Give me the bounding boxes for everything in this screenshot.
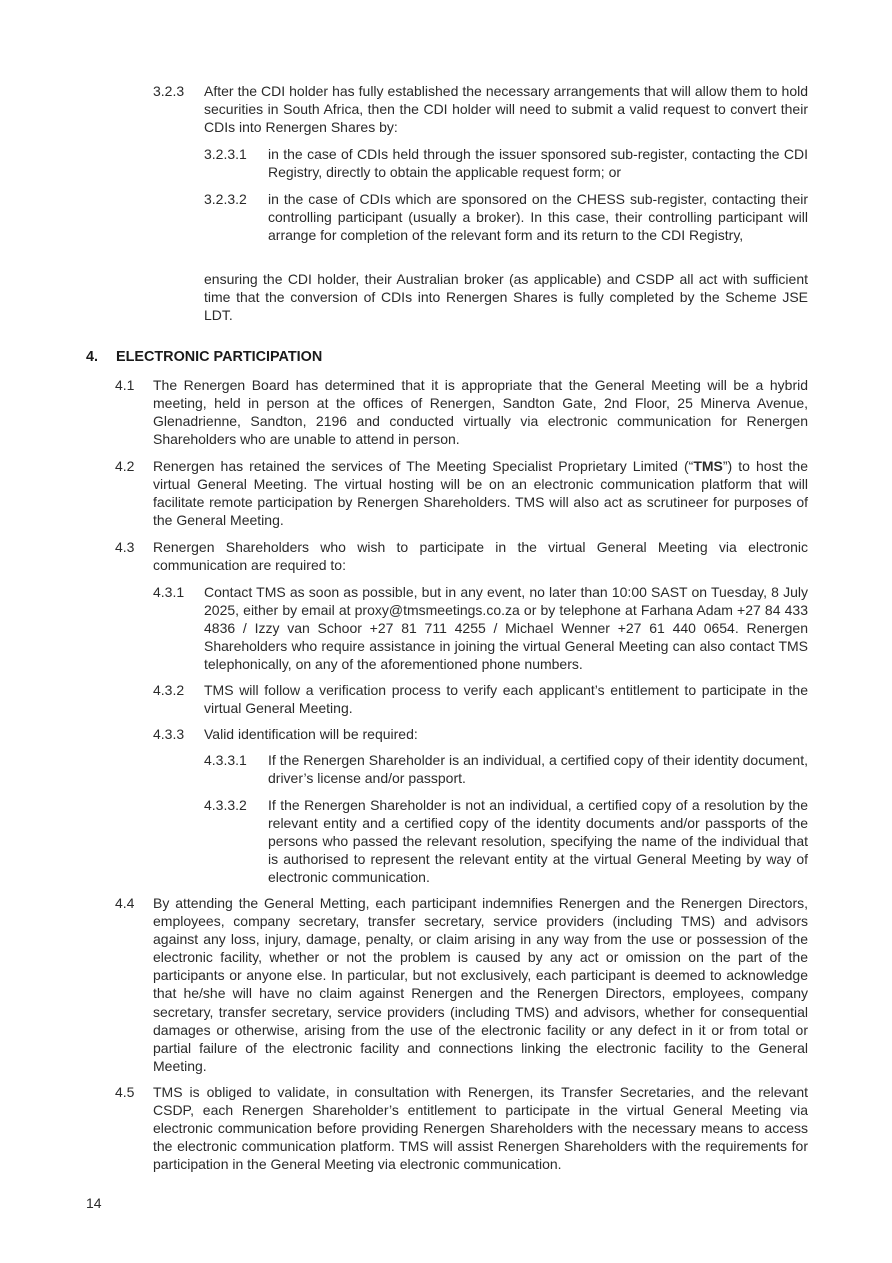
- clause-text: Contact TMS as soon as possible, but in any event, no later than 10:00 SAST on Tuesday, 8 July 2025, either by email at proxy@tmsmeetings.co.za or by telephone at Farhana Adam +27 84 433 4836 / Izzy van Schoor +27 81 711 4255 / Michael Wenner +27 61 440 0654. Renergen Shareholders who require assistance in joining the virtual General Meeting can also contact TMS telephonically, on any of the aforementioned phone numbers.: [204, 584, 808, 673]
- clause-number: 4.3.3.1: [204, 752, 247, 768]
- clause-text: in the case of CDIs which are sponsored on the CHESS sub-register, contacting their controlling participant (usually a broker). In this case, their controlling participant will arrange for completion of the relevant form and its return to the CDI Registry,: [268, 191, 808, 244]
- clause-number: 3.2.3: [153, 83, 185, 99]
- clause-text: in the case of CDIs held through the issuer sponsored sub-register, contacting the CDI Registry, directly to obtain the applicable request form; or: [268, 146, 808, 181]
- clause-text: By attending the General Metting, each participant indemnifies Renergen and the Renergen Directors, employees, company secretary, transfer secretary, service providers (including TMS) and advisors against any loss, injury, damage, penalty, or claim arising in any way from the use or possession of the electronic facility, whether or not the problem is caused by any act or omission on the part of the participants or anyone else. In particular, but not exclusively, each participant is deemed to acknowledge that he/she will have no claim against Renergen and the Renergen Directors, employees, company secretary, transfer secretary, service providers (including TMS) and advisors, whether for consequential damages or otherwise, arising from the use of the electronic facility or any defect in it or from total or partial failure of the electronic facility and connections linking the electronic facility to the General Meeting.: [153, 895, 808, 1074]
- clause-number: 3.2.3.2: [204, 191, 247, 207]
- clause-text: Valid identification will be required:: [204, 726, 418, 742]
- clause-text: TMS will follow a verification process to verify each applicant’s entitlement to participate in the virtual General Meeting.: [204, 682, 808, 717]
- clause-text-part: ”) to host the virtual General Meeting. The virtual hosting will be on an electronic communication platform that will facilitate remote participation by Renergen Shareholders. TMS will also act as scrutineer for purposes of the General Meeting.: [153, 458, 808, 529]
- page-number: 14: [86, 1195, 102, 1211]
- clause-text: [153, 457, 808, 529]
- clause-text: If the Renergen Shareholder is an individual, a certified copy of their identity document, driver’s license and/or passport.: [268, 752, 808, 787]
- section-heading: [86, 348, 322, 366]
- clause-number: 4.1: [115, 377, 135, 393]
- clause-number: 4.3.2: [153, 682, 185, 698]
- clause-number: 4.3.3: [153, 726, 185, 742]
- paragraph-3-2-3-continuation: ensuring the CDI holder, their Australian broker (as applicable) and CSDP all act with sufficient time that the conversion of CDIs into Renergen Shares is fully completed by the Scheme JSE LDT.: [204, 271, 808, 324]
- clause-text: Renergen Shareholders who wish to participate in the virtual General Meeting via electronic communication are required to:: [153, 539, 808, 574]
- section-title: ELECTRONIC PARTICIPATION: [116, 349, 323, 365]
- clause-text: The Renergen Board has determined that it is appropriate that the General Meeting will be a hybrid meeting, held in person at the offices of Renergen, Sandton Gate, 2nd Floor, 25 Minerva Avenue, Glenadrienne, Sandton, 2196 and conducted virtually via electronic communication for Renergen Shareholders who are unable to attend in person.: [153, 377, 808, 448]
- clause-number: 4.5: [115, 1084, 135, 1100]
- clause-number: 4.3.3.2: [204, 797, 247, 813]
- clause-text: TMS is obliged to validate, in consultation with Renergen, its Transfer Secretaries, and the relevant CSDP, each Renergen Shareholder’s entitlement to participate in the virtual General Meeting via electronic communication before providing Renergen Shareholders with the necessary means to access the electronic communication platform. TMS will assist Renergen Shareholders with the requirements for participation in the General Meeting via electronic communication.: [153, 1084, 808, 1173]
- clause-number: 4.3.1: [153, 584, 185, 600]
- clause-number: 4.2: [115, 458, 135, 474]
- clause-number: 4.3: [115, 539, 135, 555]
- clause-number: 3.2.3.1: [204, 146, 247, 162]
- clause-number: 4.4: [115, 895, 135, 911]
- clause-text: If the Renergen Shareholder is not an individual, a certified copy of a resolution by the relevant entity and a certified copy of the identity documents and/or passports of the persons who passed the relevant resolution, specifying the name of the individual that is authorised to represent the relevant entity at the virtual General Meeting by way of electronic communication.: [268, 797, 808, 886]
- clause-text-part: Renergen has retained the services of The Meeting Specialist Proprietary Limited (“: [153, 458, 694, 474]
- clause-text: After the CDI holder has fully established the necessary arrangements that will allow them to hold securities in South Africa, then the CDI holder will need to submit a valid request to convert their CDIs into Renergen Shares by:: [204, 83, 808, 136]
- section-number: 4.: [86, 349, 99, 365]
- defined-term: TMS: [693, 458, 723, 474]
